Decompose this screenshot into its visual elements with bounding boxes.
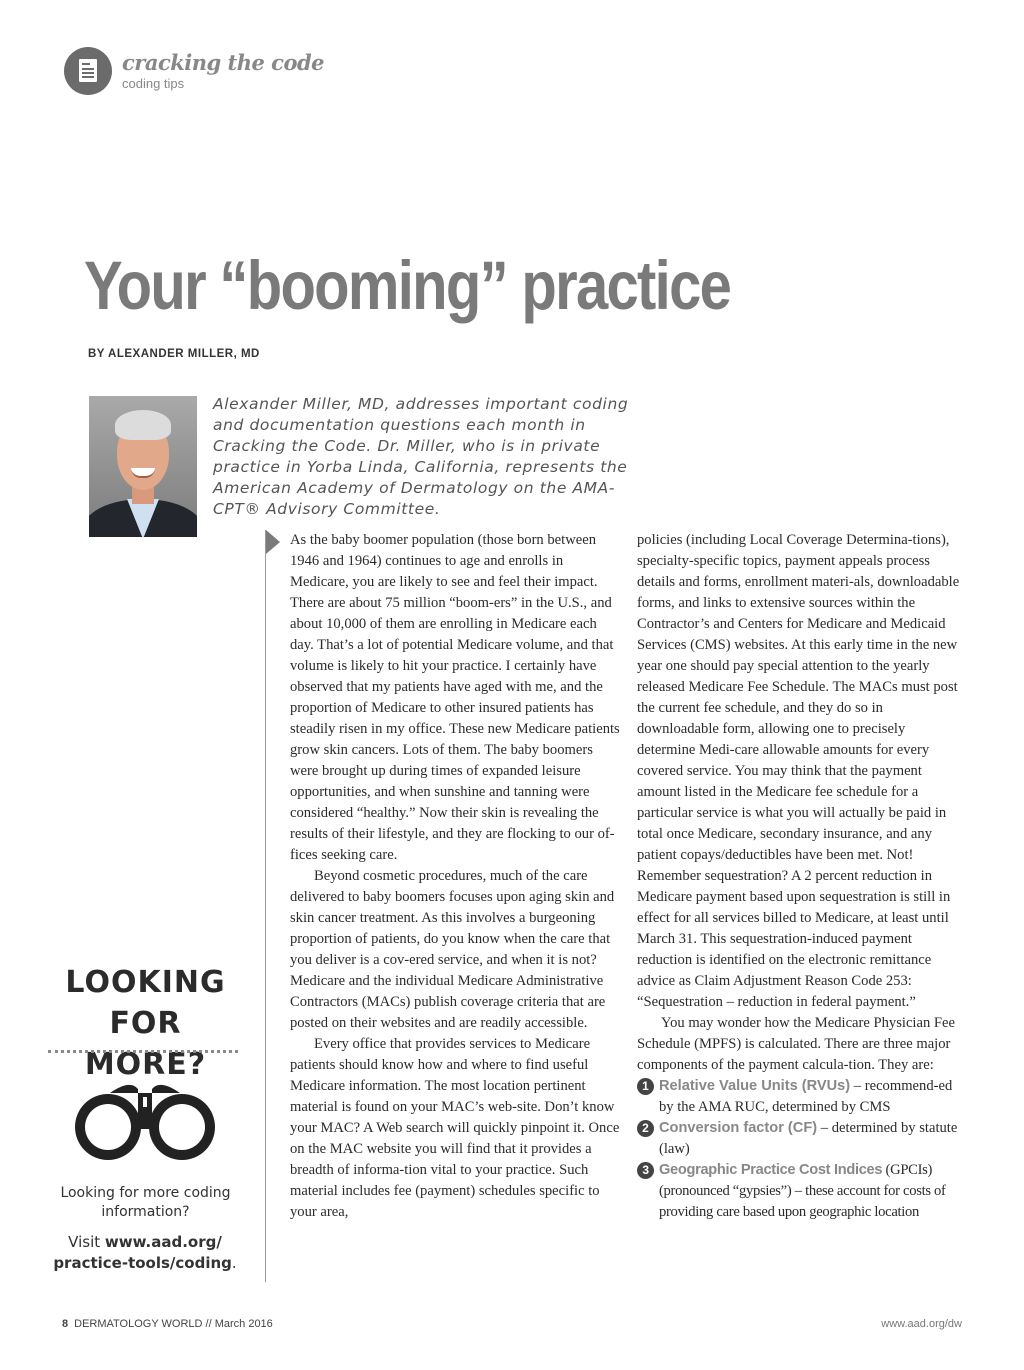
sidebar-heading-line1: LOOKING — [65, 965, 226, 1000]
article-title: Your “booming” practice — [84, 247, 731, 324]
section-badge — [64, 47, 112, 95]
coding-link-part2[interactable]: practice-tools/coding — [53, 1254, 232, 1272]
number-badge: 1 — [637, 1078, 654, 1095]
paragraph: policies (including Local Coverage Determina-tions), specialty-specific topics, payment appeals process details and forms, enrollment materi-als, downloadable forms, and links to extensive sources within the Contractor’s and Centers for Medicare and Medicaid Services (CMS) websites. At this early time in the new year one should pay special attention to the yearly released Medicare Fee Schedule. The MACs must post the current fee schedule, and they do so in downloadable form, allowing one to precisely determine Medi-care allowable amounts for every covered service. You may think that the payment amount listed in the Medicare fee schedule for a particular service is what you will actually be paid in total once Medicare, secondary insurance, and any patient copays/deductibles have been met. Not! Remember sequestration? A 2 percent reduction in Medicare payment based upon sequestration is still in effect for all services billed to Medicare, at least until March 31. This sequestration-induced payment reduction is identified on the electronic remittance advice as Claim Adjustment Reason Code 253: “Sequestration – reduction in federal payment.” — [637, 532, 960, 1010]
list-item — [637, 1118, 967, 1160]
paragraph: You may wonder how the Medicare Physician Fee Schedule (MPFS) is calculated. There are three major components of the payment calcula-tion. They are: — [637, 1015, 955, 1073]
author-photo — [89, 396, 197, 537]
paragraph: Every office that provides services to Medicare patients should know how and where to find useful Medicare information. The most location pertinent material is found on your MAC’s web-site. Don’t know your MAC? A Web search will quickly pinpoint it. Once on the MAC website you will find that it provides a breadth of informa-tion vital to your practice. Such material includes fee (payment) schedules specific to your area, — [290, 1036, 620, 1220]
author-intro: Alexander Miller, MD, addresses important coding and documentation questions each month in Cracking the Code. Dr. Miller, who is in private practice in Yorba Linda, California, represents the American Academy of Dermatology on the AMA-CPT® Advisory Committee. — [213, 395, 629, 518]
body-column-1 — [290, 530, 620, 1223]
link-period: . — [231, 1254, 237, 1272]
sidebar-link-block — [40, 1232, 250, 1274]
list-text: (GPCIs) (pronounced “gypsies”) – these account for costs of providing care based upon geographic location — [659, 1162, 946, 1220]
sidebar-text: Looking for more coding information? — [60, 1185, 231, 1220]
byline: BY ALEXANDER MILLER, MD — [88, 348, 260, 360]
body-column-2 — [637, 530, 967, 1223]
binoculars-icon — [70, 1075, 220, 1163]
column-divider — [265, 530, 266, 1282]
paragraph: As the baby boomer population (those born between 1946 and 1964) continues to age and enrolls in Medicare, you are likely to see and feel their impact. There are about 75 million “boom-ers” in the U.S., and about 10,000 of them are enrolling in Medicare each day. That’s a lot of potential Medicare volume, and that volume is likely to hit your practice. I certainly have observed that my patients have aged with me, and the proportion of Medicare to other insured patients has steadily risen in my office. These new Medicare patients grow skin cancers. Lots of them. The baby boomers were brought up during times of expanded leisure opportunities, and when sunshine and tanning were considered “healthy.” Now their skin is revealing the results of their lifestyle, and they are flocking to our of-fices seeking care. — [290, 532, 620, 863]
list-item — [637, 1076, 967, 1118]
number-badge: 2 — [637, 1120, 654, 1137]
footer-url[interactable]: www.aad.org/dw — [881, 1318, 962, 1330]
document-icon — [79, 59, 97, 82]
list-text: – determined by statute (law) — [659, 1120, 958, 1157]
footer-left — [62, 1318, 273, 1330]
paragraph: Beyond cosmetic procedures, much of the care delivered to baby boomers focuses upon aging skin and skin cancer treatment. As this involves a burgeoning proportion of patients, do you know when the care that you deliver is a cov-ered service, and when it is not? Medicare and the individual Medicare Administrative Contractors (MACs) publish coverage criteria that are posted on their websites and are readily accessible. — [290, 868, 615, 1031]
list-term: Relative Value Units (RVUs) — [659, 1078, 851, 1094]
coding-link-part1[interactable]: www.aad.org/ — [104, 1233, 222, 1251]
list-term: Geographic Practice Cost Indices — [659, 1162, 883, 1178]
sidebar-heading-line2: FOR MORE? — [84, 1006, 207, 1082]
page-number: 8 — [62, 1318, 69, 1330]
section-title: cracking the code — [122, 50, 325, 75]
publication: DERMATOLOGY WORLD // March 2016 — [74, 1318, 273, 1330]
sidebar-heading — [48, 962, 243, 1085]
number-badge: 3 — [637, 1162, 654, 1179]
visit-label: Visit — [68, 1233, 105, 1251]
list-item — [637, 1160, 967, 1223]
section-subtitle: coding tips — [122, 76, 185, 91]
list-term: Conversion factor (CF) — [659, 1120, 818, 1136]
start-arrow-icon — [266, 530, 280, 554]
list-text: – recommend-ed by the AMA RUC, determined by CMS — [659, 1078, 953, 1115]
dotted-divider — [48, 1050, 238, 1053]
